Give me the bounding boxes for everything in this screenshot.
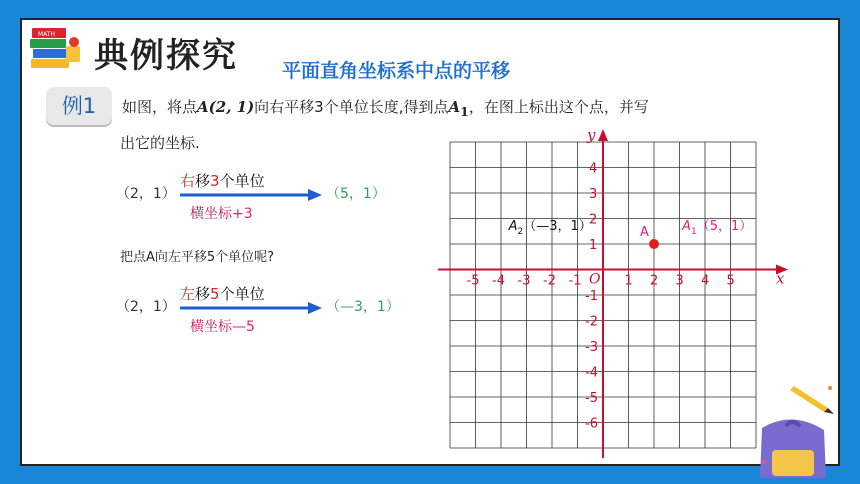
problem-mid: 向右平移3个单位长度,得到点 xyxy=(254,98,449,116)
y-tick-label: -6 xyxy=(585,416,598,432)
point-a-label: A xyxy=(640,225,649,240)
coordinate-plane xyxy=(436,128,796,462)
book-spine-label: MATH xyxy=(38,31,55,38)
translation2-amount: 5 xyxy=(210,285,220,303)
example-badge: 例1 xyxy=(46,87,112,125)
x-tick-label: 1 xyxy=(624,273,633,289)
backpack-icon xyxy=(752,416,834,478)
problem-point2-sub: 1 xyxy=(460,104,469,119)
translation1-arrow xyxy=(180,188,322,202)
point-a2-sub: 2 xyxy=(517,226,524,237)
point-a2-coords: （—3，1） xyxy=(523,218,592,234)
y-tick-label: -5 xyxy=(585,391,598,406)
translation2-rule-label: 横坐标 xyxy=(190,319,232,335)
translation2-move: 移 xyxy=(195,285,211,303)
translation2-unit: 个单位 xyxy=(219,285,265,303)
translation2-rule-value: —5 xyxy=(232,319,255,335)
problem-point: A(2, 1) xyxy=(197,98,255,116)
x-tick-label: 4 xyxy=(701,273,710,289)
translation1-direction: 右 xyxy=(180,172,196,190)
origin-label: O xyxy=(589,271,601,288)
y-tick-label: -1 xyxy=(585,289,598,304)
problem-text-line1 xyxy=(122,96,649,119)
point-a-marker xyxy=(649,239,659,249)
point-a1-sub: 1 xyxy=(690,226,697,237)
question-text: 把点A向左平移5个单位呢? xyxy=(120,250,275,265)
y-tick-label: 2 xyxy=(589,212,598,228)
y-tick-label: -4 xyxy=(585,365,598,381)
problem-suffix: ，在图上标出这个点，并写 xyxy=(468,98,649,116)
pencil-icon xyxy=(790,382,836,416)
point-a2-label xyxy=(508,219,592,237)
translation1-rule-label: 横坐标 xyxy=(190,206,232,222)
translation1-move: 移 xyxy=(195,172,211,190)
axes xyxy=(438,128,788,458)
translation1-unit: 个单位 xyxy=(219,172,265,190)
x-tick-label: 2 xyxy=(650,273,659,289)
x-tick-label: -5 xyxy=(466,273,480,289)
x-tick-label: 5 xyxy=(726,273,735,289)
problem-prefix: 如图，将点 xyxy=(122,98,198,116)
translation1-from: （2，1） xyxy=(116,186,176,202)
section-title: 典例探究 xyxy=(94,36,238,76)
translation1-rule xyxy=(190,203,253,223)
translation2-from: （2，1） xyxy=(116,299,176,315)
x-tick-label: -3 xyxy=(517,273,531,289)
point-a1-label xyxy=(681,219,752,237)
x-axis-label: x xyxy=(776,269,785,288)
y-tick-label: 3 xyxy=(589,187,598,202)
problem-point2: A xyxy=(448,98,461,116)
x-tick-label: -4 xyxy=(492,273,505,289)
x-tick-label: 3 xyxy=(675,273,684,289)
point-a1-letter: A xyxy=(682,218,691,234)
translation1-to: （5，1） xyxy=(326,186,386,202)
translation1-amount: 3 xyxy=(210,172,220,190)
translation2-direction: 左 xyxy=(180,285,196,303)
problem-text-line2: 出它的坐标. xyxy=(120,134,200,152)
y-axis-arrow xyxy=(598,129,608,141)
y-tick-label: -2 xyxy=(585,314,598,330)
plotted-points xyxy=(508,219,753,249)
tick-labels xyxy=(467,162,735,432)
x-tick-label: -2 xyxy=(543,273,556,289)
y-tick-label: 4 xyxy=(589,161,598,177)
translation1-rule-value: +3 xyxy=(232,206,253,222)
x-tick-label: -1 xyxy=(568,273,582,289)
translation2-arrow xyxy=(180,301,322,315)
translation2-rule xyxy=(190,316,255,336)
translation2-to: （—3，1） xyxy=(326,299,400,315)
lesson-title: 平面直角坐标系中点的平移 xyxy=(282,60,511,82)
point-a1-coords: （5，1） xyxy=(696,218,753,234)
y-tick-label: -3 xyxy=(585,340,598,355)
y-axis-label: y xyxy=(587,128,596,144)
point-a2-letter: A xyxy=(508,218,518,234)
books-icon xyxy=(30,24,82,70)
y-tick-label: 1 xyxy=(589,238,598,253)
